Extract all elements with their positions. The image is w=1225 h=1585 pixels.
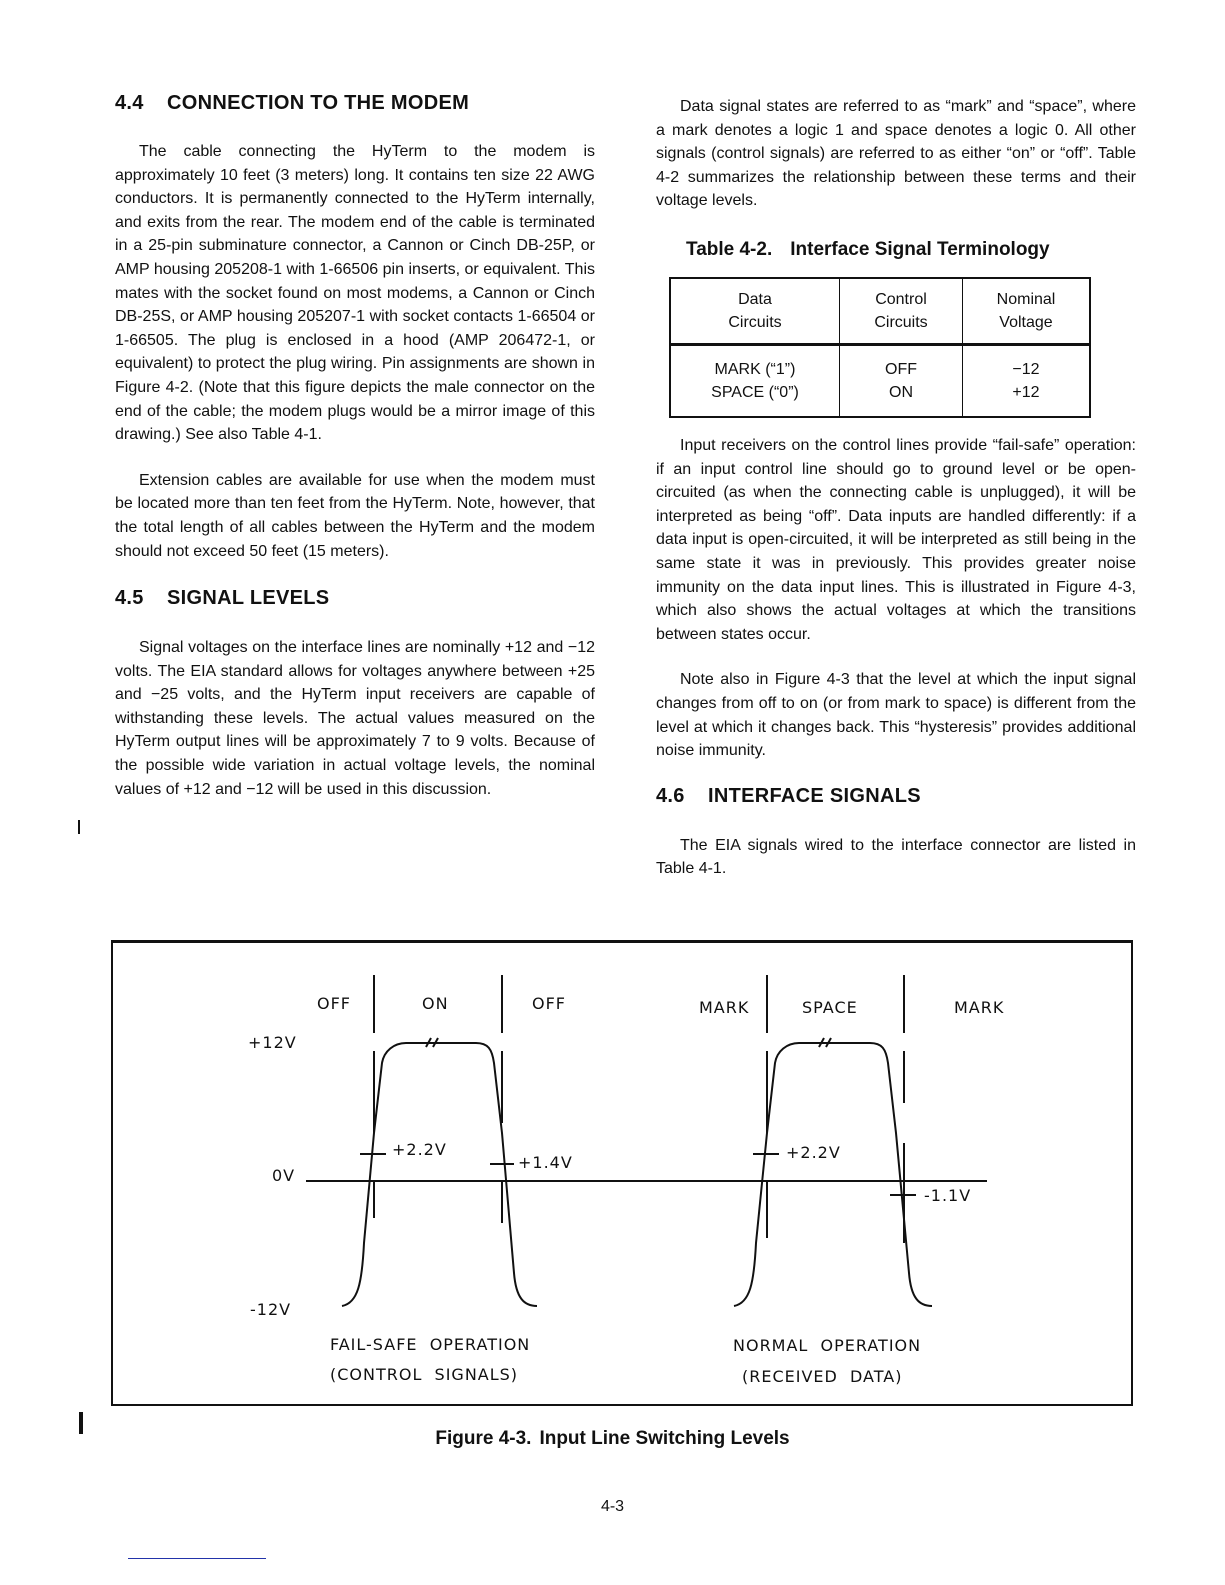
state-label: OFF: [317, 994, 351, 1013]
table-caption: [686, 239, 1136, 261]
figure-4-3: [111, 940, 1133, 1406]
y-label-minus12: -12V: [250, 1300, 292, 1319]
page-number: 4-3: [600, 1498, 625, 1515]
section-number: 4.6: [656, 784, 685, 807]
table-cell: [840, 344, 963, 417]
threshold-label: +2.2V: [786, 1143, 841, 1162]
header-line: Data: [738, 290, 772, 308]
figure-caption: [0, 1428, 1225, 1450]
cell-value: +12: [1012, 383, 1040, 401]
threshold-label: -1.1V: [924, 1186, 972, 1205]
header-line: Voltage: [999, 313, 1053, 331]
section-title: CONNECTION TO THE MODEM: [167, 92, 470, 114]
header-line: Control: [875, 290, 927, 308]
threshold-label: +1.4V: [518, 1153, 573, 1172]
section-title: SIGNAL LEVELS: [167, 587, 330, 610]
cell-value: −12: [1012, 360, 1040, 378]
y-label-zero: 0V: [272, 1166, 296, 1185]
table-cell: [963, 344, 1091, 417]
header-line: Circuits: [874, 313, 928, 331]
section-number: 4.4: [115, 92, 144, 114]
left-column: [115, 92, 595, 801]
table-row: [670, 344, 1090, 417]
switching-levels-diagram: [113, 943, 1135, 1409]
table-header-row: [670, 278, 1090, 345]
section-heading-4-4: [115, 92, 595, 115]
signal-terminology-table: [669, 277, 1091, 418]
section-title: INTERFACE SIGNALS: [708, 784, 921, 807]
figure-subcaption: NORMAL OPERATION: [733, 1336, 922, 1355]
cell-value: MARK (“1”): [714, 360, 796, 378]
figure-subcaption: (RECEIVED DATA): [742, 1367, 903, 1386]
scan-mark: [79, 1412, 83, 1434]
scan-mark: [78, 820, 80, 834]
paragraph: Input receivers on the control lines provide “fail-safe” operation: if an input control line should go to ground level or be open-circuited (as when the connecting cable is unplugged), it will be interpreted as being “off”. Data inputs are handled differently: if a data input is open-circuited, it will be interpreted as still being in the same state it was in previously. This provides greater noise immunity on the data input lines. This is illustrated in Figure 4-3, which also shows the actual voltages at which the transitions between states occur.: [656, 436, 1136, 643]
cell-value: ON: [889, 383, 913, 401]
header-line: Nominal: [996, 290, 1056, 308]
table-header-cell: [963, 278, 1091, 345]
header-line: Circuits: [728, 313, 782, 331]
threshold-label: +2.2V: [392, 1140, 447, 1159]
figure-title: Input Line Switching Levels: [539, 1428, 790, 1449]
table-header-cell: [670, 278, 840, 345]
paragraph: Signal voltages on the interface lines are nominally +12 and −12 volts. The EIA standard allows for voltages anywhere between +25 and −25 volts, and the HyTerm input receivers are capable of withstanding these levels. The actual values measured on the HyTerm output lines will be approximately 7 to 9 volts. Because of the possible wide variation in actual voltage levels, the nominal values of +12 and −12 will be used in this discussion.: [115, 639, 595, 798]
paragraph: Extension cables are available for use when the modem must be located more than ten feet from the HyTerm. Note, however, that the total length of all cables between the HyTerm and the modem should not exceed 50 feet (15 meters).: [115, 471, 595, 560]
state-label: MARK: [699, 998, 750, 1017]
y-label-plus12: +12V: [248, 1033, 297, 1052]
footer-rule: [128, 1558, 266, 1559]
table-header-cell: [840, 278, 963, 345]
fail-safe-hysteresis-curve: [342, 1043, 537, 1306]
cell-value: OFF: [885, 360, 917, 378]
section-heading-4-5: [115, 587, 595, 610]
paragraph: Note also in Figure 4-3 that the level at which the input signal changes from off to on (or from mark to space) is different from the level at which it changes back. This “hysteresis” provides additional noise immunity.: [656, 671, 1136, 760]
cell-value: SPACE (“0”): [711, 383, 799, 401]
table-number: Table 4-2.: [686, 238, 773, 260]
normal-hysteresis-curve: [734, 1043, 932, 1306]
paragraph: The EIA signals wired to the interface connector are listed in Table 4-1.: [656, 836, 1136, 878]
state-label: MARK: [954, 998, 1005, 1017]
section-heading-4-6: [656, 785, 1136, 808]
table-title: Interface Signal Terminology: [790, 238, 1050, 260]
table-cell: [670, 344, 840, 417]
paragraph: Data signal states are referred to as “mark” and “space”, where a mark denotes a logic 1 and space denotes a logic 0. All other signals (control signals) are referred to as either “on” or “off”. Table 4-2 summarizes the relationship between these terms and their voltage levels.: [656, 98, 1136, 210]
section-number: 4.5: [115, 587, 144, 610]
paragraph: The cable connecting the HyTerm to the modem is approximately 10 feet (3 meters) long. It contains ten size 22 AWG conductors. It is permanently connected to the HyTerm internally, and exits from the rear. The modem end of the cable is terminated in a 25-pin subminature connector, a Cannon or Cinch DB-25P, or AMP housing 205208-1 with 1-66506 pin inserts, or equivalent. This mates with the socket found on most modems, a Cannon or Cinch DB-25S, or AMP housing 205207-1 with socket contacts 1-66504 or 1-66505. The plug is enclosed in a hood (AMP 206472-1, or equivalent) to protect the plug wiring. Pin assignments are shown in Figure 4-2. (Note that this figure depicts the male connector on the end of the cable; the modem plugs would be a mirror image of this drawing.) See also Table 4-1.: [115, 143, 595, 444]
state-label: ON: [422, 994, 449, 1013]
right-column: [656, 95, 1136, 881]
figure-subcaption: (CONTROL SIGNALS): [330, 1365, 519, 1384]
figure-subcaption: FAIL-SAFE OPERATION: [330, 1335, 531, 1354]
state-label: OFF: [532, 994, 566, 1013]
figure-number: Figure 4-3.: [435, 1428, 532, 1449]
state-label: SPACE: [802, 998, 858, 1017]
